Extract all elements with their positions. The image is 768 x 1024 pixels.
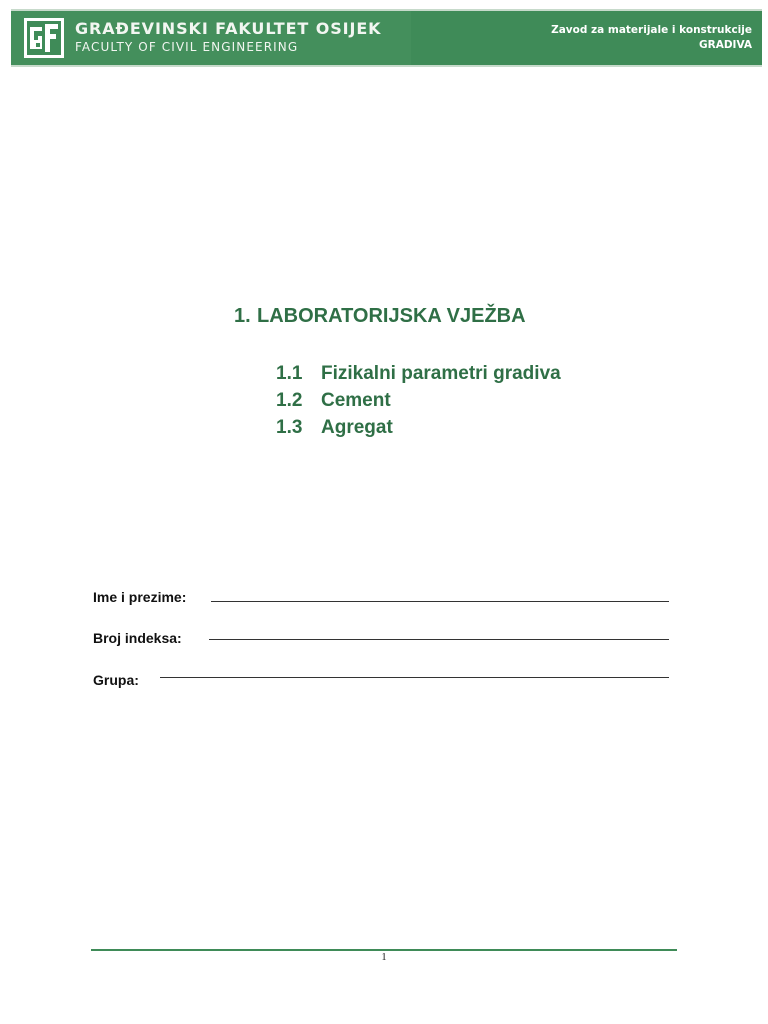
title-text: LABORATORIJSKA VJEŽBA bbox=[257, 305, 526, 327]
group-field-line[interactable] bbox=[160, 677, 669, 678]
section-title: Fizikalni parametri gradiva bbox=[321, 363, 561, 384]
page-number: 1 bbox=[381, 952, 387, 963]
section-title: Cement bbox=[321, 390, 391, 411]
page-header bbox=[11, 9, 762, 67]
section-item bbox=[276, 362, 561, 386]
department-label bbox=[551, 23, 752, 53]
title-number: 1. bbox=[234, 305, 251, 327]
gf-logo-icon bbox=[24, 18, 64, 58]
page-title bbox=[234, 303, 526, 329]
section-item bbox=[276, 416, 393, 440]
section-number: 1.1 bbox=[276, 363, 303, 384]
section-item bbox=[276, 389, 391, 413]
section-title: Agregat bbox=[321, 417, 393, 438]
section-number: 1.2 bbox=[276, 390, 303, 411]
footer-divider bbox=[91, 949, 677, 951]
group-field-label: Grupa: bbox=[93, 672, 139, 688]
name-field-label: Ime i prezime: bbox=[93, 589, 187, 605]
faculty-name-english: FACULTY OF CIVIL ENGINEERING bbox=[75, 40, 299, 54]
section-number: 1.3 bbox=[276, 417, 303, 438]
faculty-name: GRAĐEVINSKI FAKULTET OSIJEK bbox=[75, 19, 382, 38]
department-name: Zavod za materijale i konstrukcije bbox=[551, 24, 752, 36]
index-number-field-line[interactable] bbox=[209, 639, 669, 640]
index-number-field-label: Broj indeksa: bbox=[93, 630, 182, 646]
name-field-line[interactable] bbox=[211, 601, 669, 602]
department-subject: GRADIVA bbox=[699, 39, 752, 51]
